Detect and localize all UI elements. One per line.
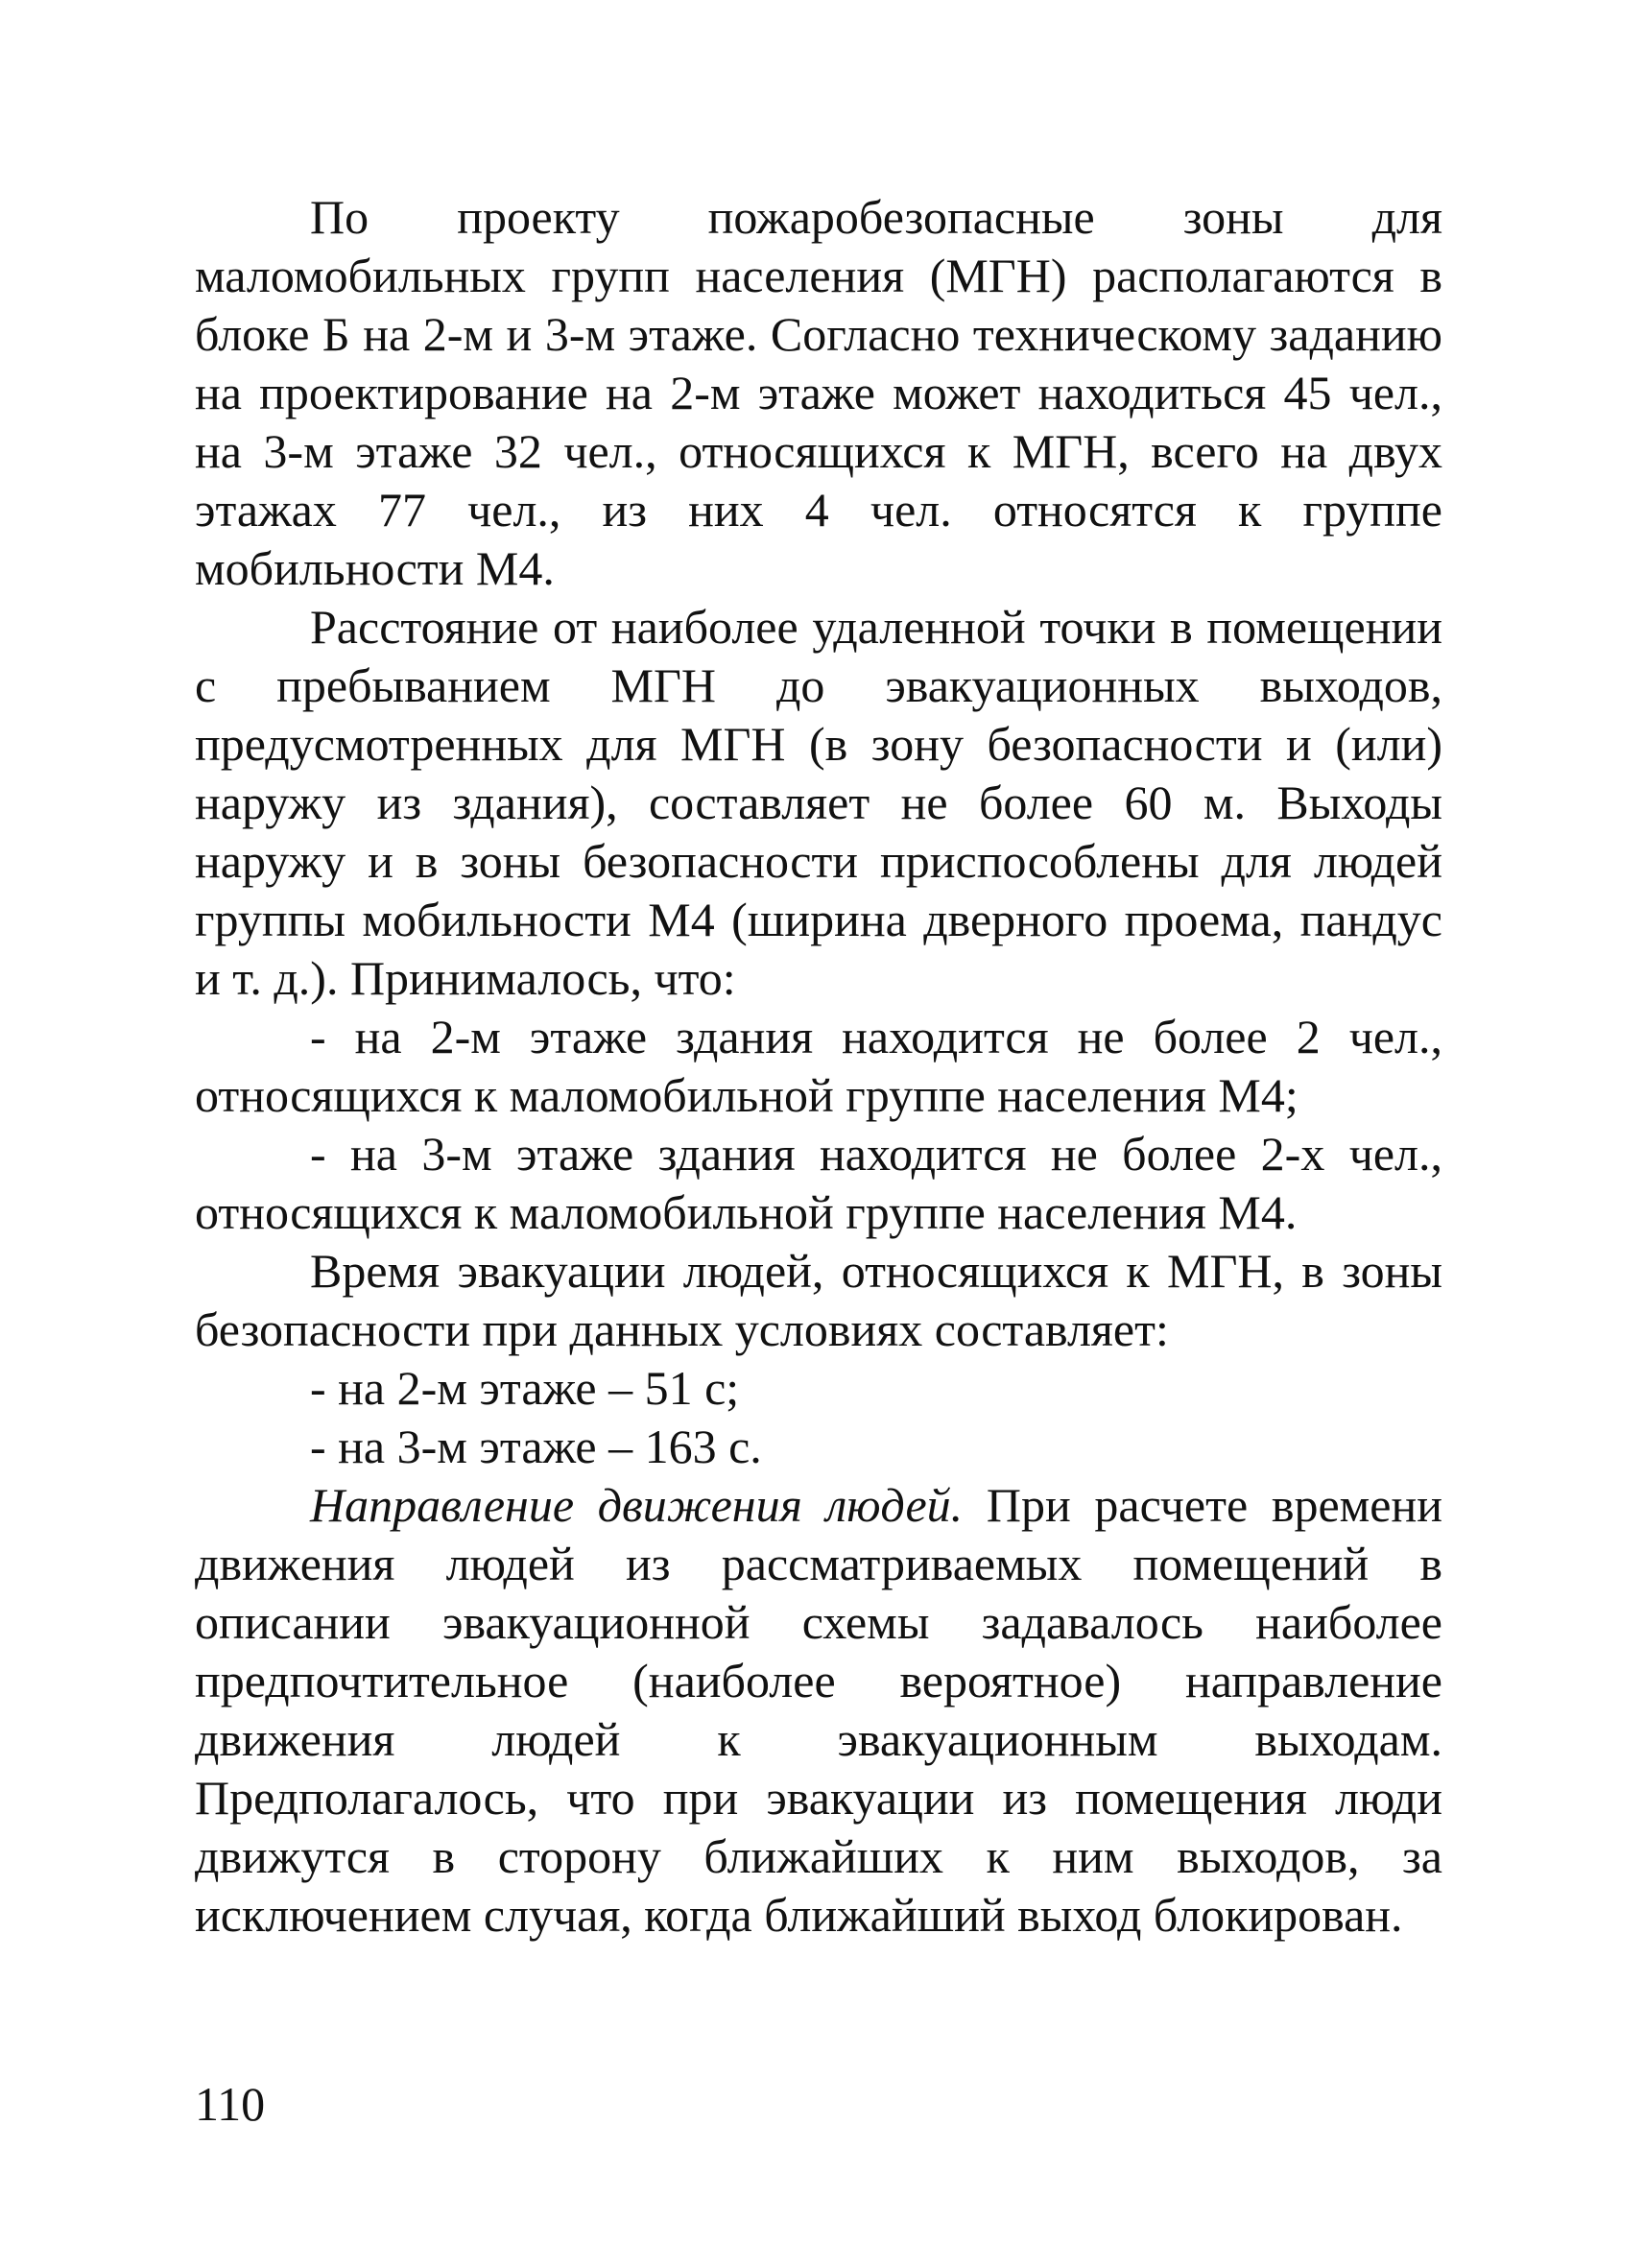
movement-direction-text: При расчете времени движения людей из рассматриваемых помещений в описании эвакуационной схемы задавалось наиболее предпочтительное (наиболее вероятное) направление движения людей к эвакуационным выходам. Предполагалось, что при эвакуации из помещения люди движутся в сторону ближайших к ним выходов, за исключением случая, когда ближайший выход блокирован. <box>195 1478 1442 1942</box>
list-item-floor-3: - на 3-м этаже здания находится не более 2-х чел., относящихся к маломобильной группе населения М4. <box>195 1127 1442 1239</box>
list-item-time-floor-3: - на 3-м этаже – 163 с. <box>310 1420 762 1473</box>
paragraph-distance: Расстояние от наиболее удаленной точки в помещении с пребыванием МГН до эвакуационных выходов, предусмотренных для МГН (в зону безопасности и (или) наружу из здания), составляет не более 60 м. Выходы наружу и в зоны безопасности приспособлены для людей группы мобильности М4 (ширина дверного проема, пандус и т. д.). Принималось, что: <box>195 600 1442 1005</box>
movement-direction-heading: Направление движения людей. <box>310 1478 964 1532</box>
list-item-floor-2: - на 2-м этаже здания находится не более 2 чел., относящихся к маломобильной группе населения М4; <box>195 1010 1442 1122</box>
list-item-time-floor-2: - на 2-м этаже – 51 с; <box>310 1361 740 1415</box>
paragraph-evacuation-time: Время эвакуации людей, относящихся к МГН, в зоны безопасности при данных условиях составляет: <box>195 1244 1442 1356</box>
paragraph-movement-direction <box>195 1476 1442 1945</box>
paragraph-mgn-zones: По проекту пожаробезопасные зоны для маломобильных групп населения (МГН) располагаются в блоке Б на 2-м и 3-м этаже. Согласно техническому заданию на проектирование на 2-м этаже может находиться 45 чел., на 3-м этаже 32 чел., относящихся к МГН, всего на двух этажах 77 чел., из них 4 чел. относятся к группе мобильности М4. <box>195 190 1442 595</box>
body-text <box>195 188 1442 1945</box>
page-number: 110 <box>195 2077 266 2131</box>
